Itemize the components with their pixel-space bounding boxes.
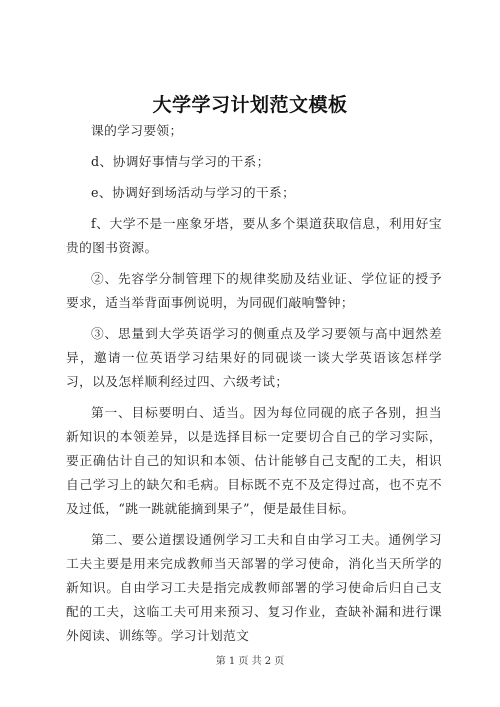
paragraph: e、协调好到场活动与学习的干系； bbox=[91, 185, 296, 200]
paragraph: d、协调好事情与学习的干系； bbox=[91, 154, 270, 169]
paragraph: 第一、目标要明白、适当。因为每位同砚的底子各别，担当新知识的本领差异，以是选择目标一定要切合自己的学习实际，要正确估计自己的知识和本领、估计能够自己支配的工夫，相识自己学习上的缺欠和毛病。目标既不克不及定得过高，也不克不及过低，“跳一跳就能摘到果子”，便是最佳目标。 bbox=[66, 405, 442, 516]
paragraph: f、大学不是一座象牙塔，要从多个渠道获取信息，利用好宝贵的图书资源。 bbox=[66, 216, 442, 255]
paragraph: 课的学习要领； bbox=[91, 123, 183, 138]
paragraph: 第二、要公道摆设通例学习工夫和自由学习工夫。通例学习工夫主要是用来完成教师当天部署的学习使命，消化当天所学的新知识。自由学习工夫是指完成教师部署的学习使命后归自己支配的工夫，这临工夫可用来预习、复习作业，查缺补漏和进行课外阅读、训练等。学习计划范文 bbox=[66, 532, 442, 643]
paragraph: ③、思量到大学英语学习的侧重点及学习要领与高中迥然差异，邀请一位英语学习结果好的同砚谈一谈大学英语该怎样学习，以及怎样顺利经过四、六级考试； bbox=[66, 326, 442, 389]
document-title: 大学学习计划范文模板 bbox=[152, 94, 348, 116]
page-footer: 第 1 页 共 2 页 bbox=[215, 656, 285, 667]
paragraph: ②、先容学分制管理下的规律奖励及结业证、学位证的授予要求，适当举背面事例说明，为同砚们敲响警钟； bbox=[66, 271, 442, 310]
document-body bbox=[66, 119, 442, 655]
